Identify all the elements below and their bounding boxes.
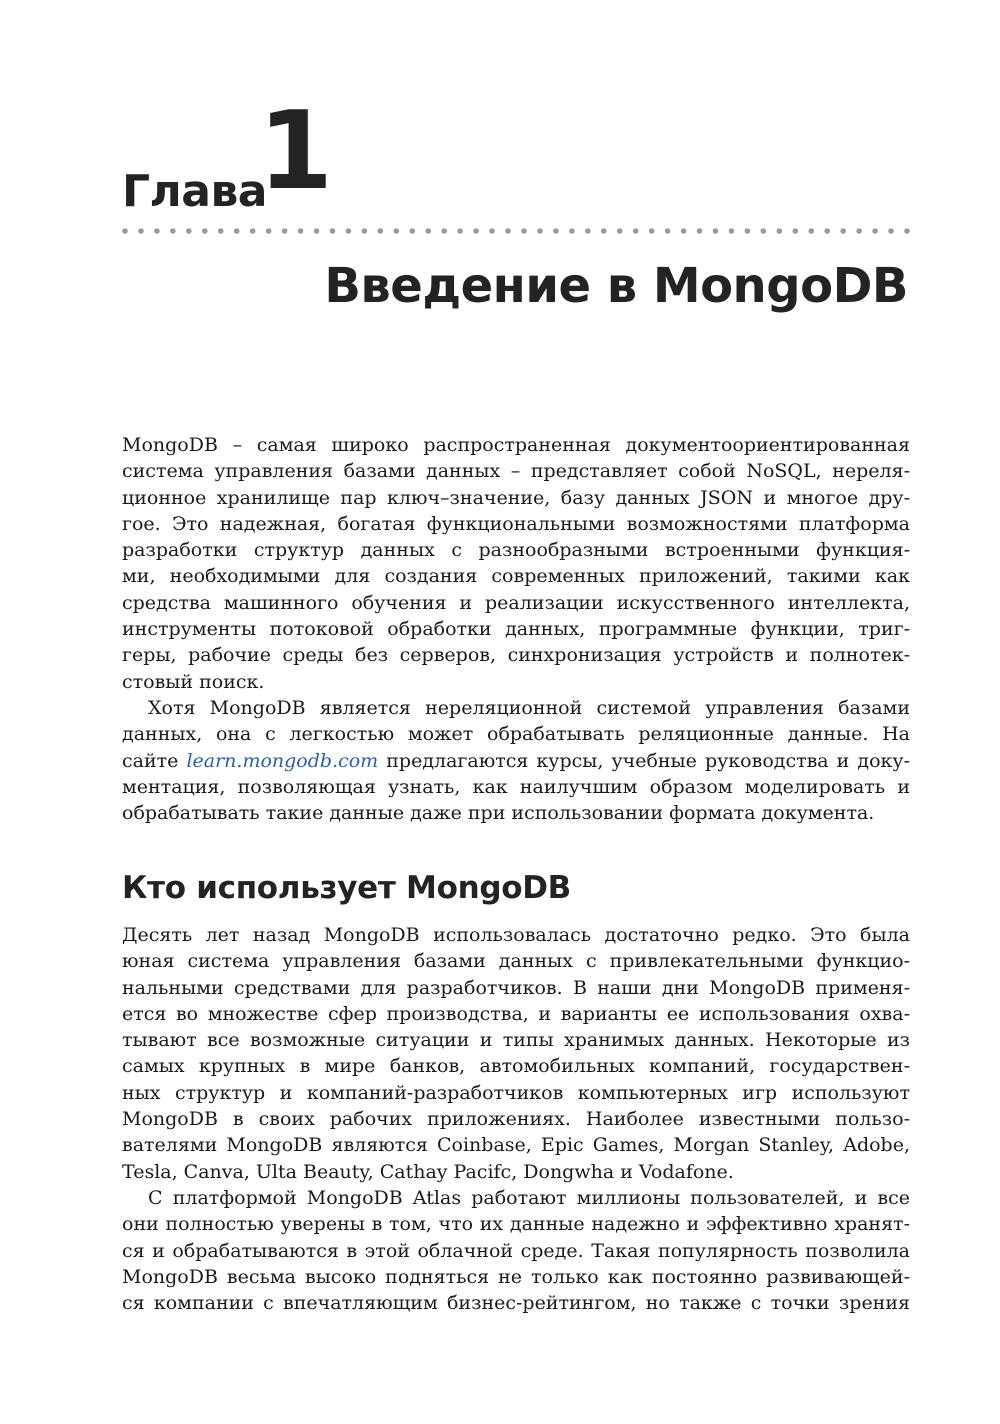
text-line: ми, необходимыми для создания современных приложений, такими как (122, 565, 910, 588)
text-line (122, 748, 910, 774)
divider-dot (792, 228, 798, 234)
divider-dot (904, 228, 910, 234)
text-line: Tesla, Canva, Ulta Beauty, Cathay Pacifc, Dongwha и Vodafone. (122, 1160, 734, 1183)
divider-dot (633, 228, 639, 234)
section-title: Кто использует MongoDB (122, 870, 571, 906)
text-line: ся и обрабатываются в этой облачной среде. Такая популярность позволила (122, 1239, 910, 1262)
text-line: самых крупных в мире банков, автомобильных компаний, государствен- (122, 1055, 910, 1078)
dotted-divider (122, 226, 910, 236)
text-line: обрабатывать такие данные даже при использовании формата документа. (122, 802, 875, 825)
divider-dot (713, 228, 719, 234)
divider-dot (681, 228, 687, 234)
divider-dot (585, 228, 591, 234)
chapter-label: Глава (122, 166, 267, 217)
divider-dot (234, 228, 240, 234)
divider-dot (441, 228, 447, 234)
divider-dot (601, 228, 607, 234)
divider-dot (394, 228, 400, 234)
text-line: MongoDB весьма высоко подняться не только как постоянно развивающей- (122, 1265, 910, 1288)
chapter-number: 1 (258, 89, 334, 214)
divider-dot (362, 228, 368, 234)
text-line: ется во множестве сфер производства, и варианты ее использования охва- (122, 1002, 910, 1025)
divider-dot (888, 228, 894, 234)
divider-dot (745, 228, 751, 234)
intro-paragraph-2 (122, 695, 910, 826)
text-line: ционное хранилище пар ключ–значение, базу данных JSON и многое дру- (122, 486, 910, 509)
text-line: С платформой MongoDB Atlas работают миллионы пользователей, и все (148, 1186, 910, 1209)
text-fragment: сайте (122, 749, 187, 772)
text-line: стовый поиск. (122, 670, 265, 693)
text-fragment: предлагаются курсы, учебные руководства и доку- (378, 749, 910, 772)
divider-dot (186, 228, 192, 234)
divider-dot (473, 228, 479, 234)
divider-dot (729, 228, 735, 234)
text-line: гое. Это надежная, богатая функциональными возможностями платформа (122, 512, 910, 535)
divider-dot (761, 228, 767, 234)
text-line: ных структур и компаний-разработчиков компьютерных игр используют (122, 1081, 910, 1104)
learn-mongodb-link[interactable]: learn.mongodb.com (186, 749, 379, 772)
chapter-heading (122, 89, 822, 217)
divider-dot (856, 228, 862, 234)
divider-dot (569, 228, 575, 234)
text-line: MongoDB – самая широко распространенная документоориентированная (122, 434, 910, 456)
divider-dot (457, 228, 463, 234)
text-line: Десять лет назад MongoDB использовалась достаточно редко. Это была (122, 924, 910, 946)
divider-dot (697, 228, 703, 234)
intro-text (122, 432, 910, 826)
divider-dot (505, 228, 511, 234)
text-line: нальными средствами для разработчиков. В наши дни MongoDB применя- (122, 976, 910, 999)
divider-dot (122, 228, 128, 234)
divider-dot (553, 228, 559, 234)
text-line: они полностью уверены в том, что их данные надежно и эффективно хранят- (122, 1213, 910, 1236)
section-paragraph-2 (122, 1185, 910, 1316)
divider-dot (346, 228, 352, 234)
divider-dot (665, 228, 671, 234)
text-line: инструменты потоковой обработки данных, программные функции, триг- (122, 618, 910, 641)
text-line: система управления базами данных – представляет собой NoSQL, нереля- (122, 460, 910, 483)
divider-dot (202, 228, 208, 234)
divider-dot (872, 228, 878, 234)
divider-dot (409, 228, 415, 234)
divider-dot (330, 228, 336, 234)
text-line: вателями MongoDB являются Coinbase, Epic Games, Morgan Stanley, Adobe, (122, 1134, 910, 1157)
section-text (122, 922, 910, 1316)
divider-dot (282, 228, 288, 234)
text-line: юная система управления базами данных с привлекательными функцио- (122, 950, 910, 973)
divider-dot (617, 228, 623, 234)
text-line: тывают все возможные ситуации и типы хранимых данных. Некоторые из (122, 1029, 910, 1052)
text-line: ментация, позволяющая узнать, как наилучшим образом моделировать и (122, 775, 910, 798)
divider-dot (808, 228, 814, 234)
divider-dot (824, 228, 830, 234)
text-line: геры, рабочие среды без серверов, синхронизация устройств и полнотек- (122, 644, 910, 667)
section-paragraph-1 (122, 922, 910, 1185)
divider-dot (777, 228, 783, 234)
divider-dot (170, 228, 176, 234)
divider-dot (314, 228, 320, 234)
divider-dot (218, 228, 224, 234)
divider-dot (154, 228, 160, 234)
divider-dot (537, 228, 543, 234)
text-line: данных, она с легкостью может обрабатывать реляционные данные. На (122, 723, 910, 746)
divider-dot (266, 228, 272, 234)
divider-dot (425, 228, 431, 234)
chapter-title: Введение в MongoDB (324, 258, 908, 314)
divider-dot (378, 228, 384, 234)
divider-dot (298, 228, 304, 234)
divider-dot (649, 228, 655, 234)
divider-dot (138, 228, 144, 234)
divider-dot (521, 228, 527, 234)
text-line: ся компании с впечатляющим бизнес-рейтингом, но также с точки зрения (122, 1292, 910, 1315)
text-line: MongoDB в своих рабочих приложениях. Наиболее известными пользо- (122, 1108, 910, 1131)
text-line: Хотя MongoDB является нереляционной системой управления базами (148, 696, 910, 719)
intro-paragraph-1 (122, 432, 910, 695)
text-line: средства машинного обучения и реализации искусственного интеллекта, (122, 591, 910, 614)
divider-dot (250, 228, 256, 234)
divider-dot (840, 228, 846, 234)
text-line: разработки структур данных с разнообразными встроенными функция- (122, 539, 910, 562)
divider-dot (489, 228, 495, 234)
